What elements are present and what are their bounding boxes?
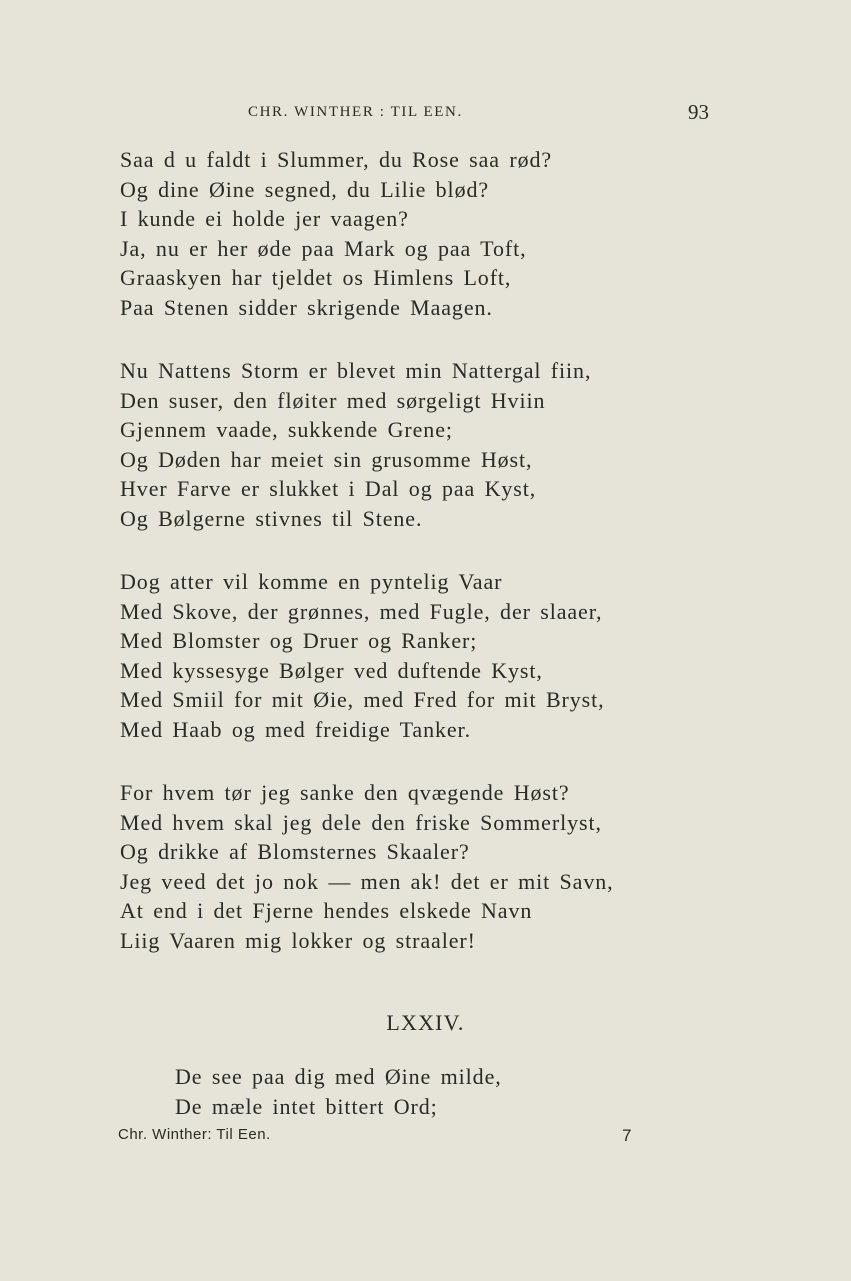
verse-line: Og Bølgerne stivnes til Stene. <box>120 505 423 531</box>
verse-line: Paa Stenen sidder skrigende Maagen. <box>120 294 493 320</box>
stanza <box>120 145 740 322</box>
stanza <box>120 356 740 533</box>
verse-line: Med Skove, der grønnes, med Fugle, der slaaer, <box>120 598 603 624</box>
stanza <box>120 567 740 744</box>
verse-line: De mæle intet bittert Ord; <box>175 1093 438 1119</box>
verse-line: Liig Vaaren mig lokker og straaler! <box>120 927 476 953</box>
verse-line: Og drikke af Blomsternes Skaaler? <box>120 839 470 864</box>
verse-line: Saa d u faldt i Slummer, du Rose saa rød? <box>120 147 553 172</box>
footer-signature: Chr. Winther: Til Een. <box>118 1126 271 1143</box>
page-header <box>0 100 851 132</box>
verse-line: Graaskyen har tjeldet os Himlens Loft, <box>120 265 512 290</box>
verse-line: Med kyssesyge Bølger ved duftende Kyst, <box>120 657 543 683</box>
verse-line: Ja, nu er her øde paa Mark og paa Toft, <box>120 235 527 261</box>
verse-line: Med Blomster og Druer og Ranker; <box>120 628 478 653</box>
stanza <box>120 778 740 955</box>
verse-line: For hvem tør jeg sanke den qvægende Høst? <box>120 780 570 805</box>
running-title: CHR. WINTHER : TIL EEN. <box>248 104 463 120</box>
verse-line: De see paa dig med Øine milde, <box>175 1064 502 1089</box>
poem-body <box>120 145 740 989</box>
verse-line: Dog atter vil komme en pyntelig Vaar <box>120 569 503 594</box>
section-heading: LXXIV. <box>386 1010 465 1035</box>
page-number: 93 <box>688 100 709 124</box>
verse-line: At end i det Fjerne hendes elskede Navn <box>120 898 533 923</box>
verse-line: Med Smiil for mit Øie, med Fred for mit Bryst, <box>120 687 605 712</box>
verse-line: Den suser, den fløiter med sørgeligt Hviin <box>120 387 546 413</box>
verse-line: Nu Nattens Storm er blevet min Nattergal fiin, <box>120 358 592 383</box>
verse-line: Gjennem vaade, sukkende Grene; <box>120 417 453 442</box>
verse-line: Med hvem skal jeg dele den friske Sommerlyst, <box>120 809 602 835</box>
verse-line: Og Døden har meiet sin grusomme Høst, <box>120 446 533 472</box>
verse-line: Hver Farve er slukket i Dal og paa Kyst, <box>120 476 537 501</box>
verse-line: Og dine Øine segned, du Lilie blød? <box>120 176 490 202</box>
next-poem-body <box>175 1062 502 1121</box>
verse-line: I kunde ei holde jer vaagen? <box>120 206 409 231</box>
sheet-number: 7 <box>622 1126 632 1145</box>
verse-line: Med Haab og med freidige Tanker. <box>120 716 471 742</box>
verse-line: Jeg veed det jo nok — men ak! det er mit Savn, <box>120 868 614 894</box>
